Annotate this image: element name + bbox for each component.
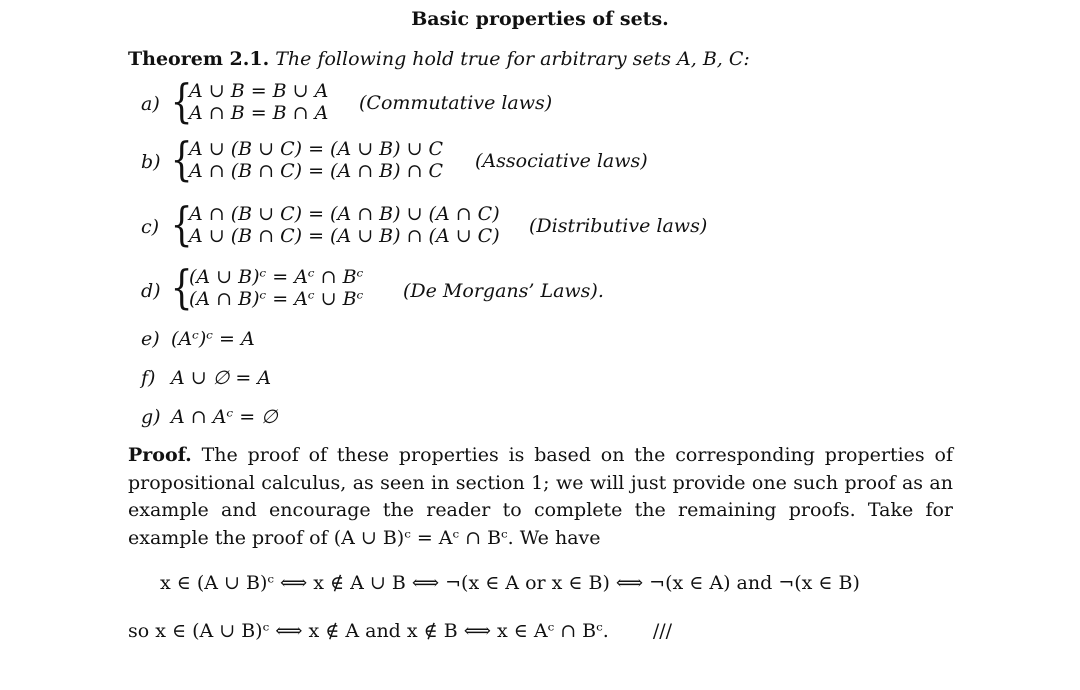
item-label: c)	[141, 216, 160, 238]
left-brace-icon: {	[170, 260, 193, 314]
theorem-statement	[128, 48, 750, 70]
property-g	[141, 406, 278, 428]
left-brace-icon: {	[170, 132, 193, 186]
item-label: a)	[141, 93, 160, 115]
formula-line: A ∩ B = B ∩ A	[189, 102, 329, 124]
formula-line: A ∪ (B ∪ C) = (A ∪ B) ∪ C	[189, 138, 444, 160]
formula-line: (A ∪ B)ᶜ = Aᶜ ∩ Bᶜ	[189, 266, 364, 288]
formula-line: A ∪ (B ∩ C) = (A ∪ B) ∩ (A ∪ C)	[189, 225, 500, 247]
item-label: f)	[141, 367, 156, 389]
formula-line: A ∩ (B ∪ C) = (A ∩ B) ∪ (A ∩ C)	[189, 203, 500, 225]
theorem-label: Theorem 2.1.	[128, 48, 270, 70]
law-name: (De Morgans’ Laws).	[403, 280, 604, 302]
formula-line: A ∪ B = B ∪ A	[189, 80, 329, 102]
section-title: Basic properties of sets.	[411, 8, 669, 30]
law-name: (Commutative laws)	[359, 92, 553, 114]
law-name: (Distributive laws)	[529, 215, 708, 237]
formula-line: (A ∩ B)ᶜ = Aᶜ ∪ Bᶜ	[189, 288, 364, 310]
conclusion-text: so x ∈ (A ∪ B)ᶜ ⟺ x ∉ A and x ∉ B ⟺ x ∈ Aᶜ ∩ Bᶜ.	[128, 620, 609, 642]
formula: A ∪ ∅ = A	[171, 367, 272, 389]
item-label: g)	[141, 406, 161, 428]
formula: A ∩ Aᶜ = ∅	[171, 406, 278, 428]
theorem-text: The following hold true for arbitrary sets A, B, C:	[275, 48, 750, 70]
item-label: b)	[141, 151, 161, 173]
left-brace-icon: {	[170, 74, 193, 128]
law-name: (Associative laws)	[475, 150, 648, 172]
formula: (Aᶜ)ᶜ = A	[171, 328, 255, 350]
item-label: d)	[141, 280, 161, 302]
property-f	[141, 367, 271, 389]
formula-line: A ∩ (B ∩ C) = (A ∩ B) ∩ C	[189, 160, 444, 182]
proof-text: The proof of these properties is based on the corresponding properties of propositional calculus, as seen in section 1; we will just provide one such proof as an example and encourage the reader to complete the remaining proofs. Take for example the proof of (A ∪ B)ᶜ = Aᶜ ∩ Bᶜ. We have	[128, 444, 953, 549]
property-e	[141, 328, 255, 350]
display-equation: x ∈ (A ∪ B)ᶜ ⟺ x ∉ A ∪ B ⟺ ¬(x ∈ A or x ∈ B) ⟺ ¬(x ∈ A) and ¬(x ∈ B)	[160, 572, 860, 594]
left-brace-icon: {	[170, 197, 193, 251]
item-label: e)	[141, 328, 160, 350]
qed-mark: ///	[652, 620, 673, 642]
proof-label: Proof.	[128, 444, 192, 466]
proof-conclusion	[128, 620, 672, 642]
proof-paragraph	[128, 442, 953, 552]
